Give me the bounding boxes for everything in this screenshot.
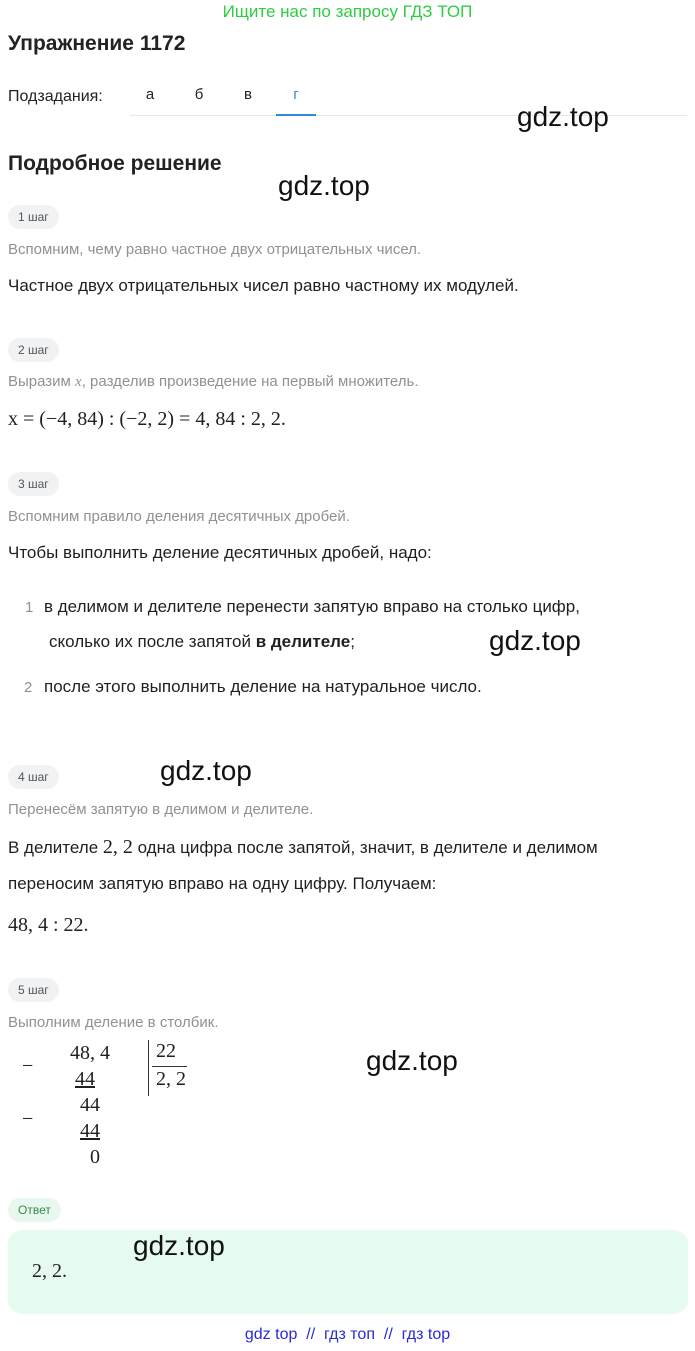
tab-subtask-g[interactable]: г [276,86,316,116]
divisor-underline [152,1066,187,1067]
list-item-text: в делимом и делителе перенести запятую вправо на столько цифр, [44,597,580,616]
hint-text: Выразим [8,373,76,390]
hint-text: , разделив произведение на первый множитель. [81,373,419,390]
tab-subtask-a[interactable]: а [145,86,155,103]
minus-sign: − [22,1055,34,1077]
remainder: 44 [80,1094,100,1116]
watermark: gdz.top [517,101,609,132]
subtasks-label: Подзадания: [8,88,103,105]
step-hint: Перенесём запятую в делимом и делителе. [8,801,314,818]
step-hint [8,373,419,391]
inline-math: 2, 2 [102,836,133,858]
step-hint: Выполним деление в столбик. [8,1014,219,1031]
step-badge: 2 шаг [8,338,59,362]
long-division [0,1036,260,1176]
answer-value: 2, 2. [32,1260,67,1282]
watermark: gdz.top [489,625,581,656]
footer-links[interactable]: gdz top // гдз топ // гдз top [244,1326,451,1343]
tab-subtask-v[interactable]: в [244,86,252,103]
list-text: сколько их после запятой [49,632,256,651]
section-title: Подробное решение [8,152,222,175]
watermark: gdz.top [366,1045,458,1076]
subtrahend: 44 [80,1120,100,1142]
step-hint: Вспомним, чему равно частное двух отрицательных чисел. [8,241,422,258]
division-vertical-line [148,1040,149,1096]
list-item-text: после этого выполнить деление на натуральное число. [44,677,482,696]
quotient: 2, 2 [156,1068,186,1090]
step-text: переносим запятую вправо на одну цифру. Получаем: [8,874,437,893]
step-badge: 1 шаг [8,205,59,229]
step-text [8,836,598,859]
step-badge: 4 шаг [8,765,59,789]
watermark: gdz.top [133,1230,225,1261]
step-text: Чтобы выполнить деление десятичных дробей, надо: [8,543,432,562]
formula: x = (−4, 84) : (−2, 2) = 4, 84 : 2, 2. [8,408,286,430]
dividend: 48, 4 [70,1042,110,1064]
final-remainder: 0 [90,1146,100,1168]
step-badge: 3 шаг [8,472,59,496]
answer-box [8,1230,688,1314]
divisor: 22 [156,1040,176,1062]
step-hint: Вспомним правило деления десятичных дробей. [8,508,350,525]
watermark: gdz.top [160,755,252,786]
list-bold-text: в делителе [255,632,351,651]
search-banner: Ищите нас по запросу ГДЗ ТОП [222,2,473,21]
step-badge: 5 шаг [8,978,59,1002]
subtrahend: 44 [75,1068,95,1090]
page-title: Упражнение 1172 [8,32,186,55]
step-text: Частное двух отрицательных чисел равно частному их модулей. [8,276,519,295]
minus-sign: − [22,1108,34,1130]
list-text: ; [350,632,355,651]
list-item-text [49,632,355,652]
list-number: 1 [25,599,34,616]
answer-badge: Ответ [8,1198,61,1222]
list-number: 2 [24,679,33,696]
hint-variable: x [75,374,82,390]
text-part: одна цифра после запятой, значит, в делителе и делимом [132,838,598,857]
text-part: В делителе [8,838,103,857]
tab-subtask-b[interactable]: б [194,86,204,103]
watermark: gdz.top [278,170,370,201]
formula: 48, 4 : 22. [8,914,89,936]
